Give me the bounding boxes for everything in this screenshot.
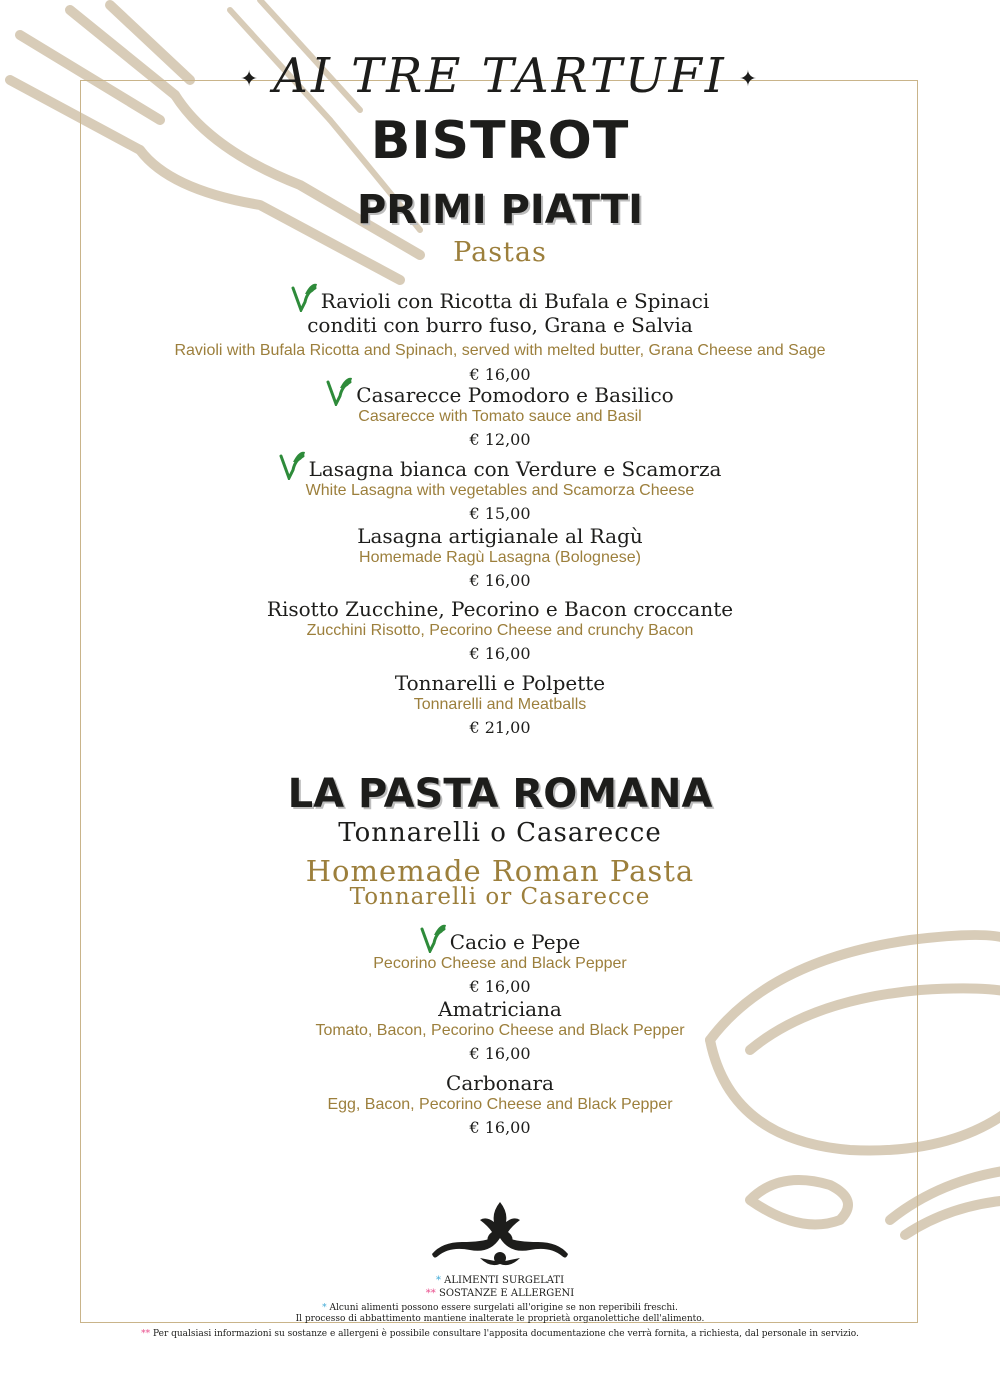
dish-english: Egg, Bacon, Pecorino Cheese and Black Pepper <box>327 1096 673 1113</box>
dish-name: Risotto Zucchine, Pecorino e Bacon croccante <box>266 597 734 621</box>
brand-text: AI TRE TARTUFI <box>273 48 727 104</box>
dish-price: € 16,00 <box>469 365 531 384</box>
list-item <box>0 376 1000 450</box>
footnote-allergens: ** Per qualsiasi informazioni su sostanze e allergeni è possibile consultare l'apposita documentazione che verrà fornita, a richiesta, dal personale in servizio. <box>141 1329 859 1339</box>
dish-name-continued: conditi con burro fuso, Grana e Salvia <box>307 313 693 337</box>
diamond-ornament-icon: ✦ <box>738 66 761 92</box>
dish-name: Lasagna artigianale al Ragù <box>357 524 643 548</box>
footnote-process: Il processo di abbattimento mantiene inalterate le proprietà organolettiche dell'alimento. <box>295 1314 705 1324</box>
dish-name: Lasagna bianca con Verdure e Scamorza <box>0 450 1000 481</box>
dish-english: Tomato, Bacon, Pecorino Cheese and Black Pepper <box>315 1022 685 1039</box>
footnote-frozen: * Alcuni alimenti possono essere surgelati all'origine se non reperibili freschi. <box>322 1303 678 1313</box>
dish-name: Amatriciana <box>438 997 562 1021</box>
legend-allergens: ** SOSTANZE E ALLERGENI <box>425 1288 575 1299</box>
list-item <box>0 997 1000 1064</box>
section-title-pasta-romana: LA PASTA ROMANA <box>287 771 713 817</box>
dish-name: Tonnarelli e Polpette <box>394 671 606 695</box>
legend-frozen: * ALIMENTI SURGELATI <box>435 1275 565 1286</box>
diamond-ornament-icon: ✦ <box>239 66 262 92</box>
dish-name: Carbonara <box>446 1071 554 1095</box>
lily-ornament-icon <box>430 1198 570 1270</box>
bistrot-title: BISTROT <box>370 111 630 171</box>
dish-price: € 16,00 <box>469 644 531 663</box>
dish-price: € 16,00 <box>469 571 531 590</box>
list-item <box>0 671 1000 738</box>
dish-english: Pecorino Cheese and Black Pepper <box>373 955 627 972</box>
dish-name: Cacio e Pepe <box>0 923 1000 954</box>
dish-english: Tonnarelli and Meatballs <box>413 696 587 713</box>
section-subtitle-english: Tonnarelli or Casarecce <box>349 884 651 910</box>
vegetarian-leaf-icon <box>291 282 317 312</box>
dish-english: White Lasagna with vegetables and Scamorza Cheese <box>305 482 695 499</box>
dish-english: Ravioli with Bufala Ricotta and Spinach, served with melted butter, Grana Cheese and Sage <box>174 342 826 359</box>
section-subtitle-italian: Tonnarelli o Casarecce <box>338 818 662 848</box>
dish-price: € 16,00 <box>469 1044 531 1063</box>
dish-english: Zucchini Risotto, Pecorino Cheese and crunchy Bacon <box>306 622 694 639</box>
dish-price: € 16,00 <box>469 1118 531 1137</box>
list-item <box>0 282 1000 385</box>
section-title-english: Homemade Roman Pasta <box>305 854 695 888</box>
list-item <box>0 923 1000 997</box>
vegetarian-leaf-icon <box>279 450 305 480</box>
list-item <box>0 524 1000 591</box>
dish-price: € 12,00 <box>469 430 531 449</box>
dish-price: € 16,00 <box>469 977 531 996</box>
vegetarian-leaf-icon <box>420 923 446 953</box>
restaurant-name <box>0 48 1000 108</box>
dish-price: € 21,00 <box>469 718 531 737</box>
dish-name: Ravioli con Ricotta di Bufala e Spinaci <box>0 282 1000 313</box>
dish-name: Casarecce Pomodoro e Basilico <box>0 376 1000 407</box>
list-item <box>0 597 1000 664</box>
section-subtitle-pastas: Pastas <box>453 237 547 268</box>
dish-price: € 15,00 <box>469 504 531 523</box>
section-title-primi-piatti: PRIMI PIATTI <box>356 187 644 233</box>
dish-english: Casarecce with Tomato sauce and Basil <box>358 408 642 425</box>
list-item <box>0 450 1000 524</box>
dish-english: Homemade Ragù Lasagna (Bolognese) <box>359 549 641 566</box>
vegetarian-leaf-icon <box>326 376 352 406</box>
list-item <box>0 1071 1000 1138</box>
